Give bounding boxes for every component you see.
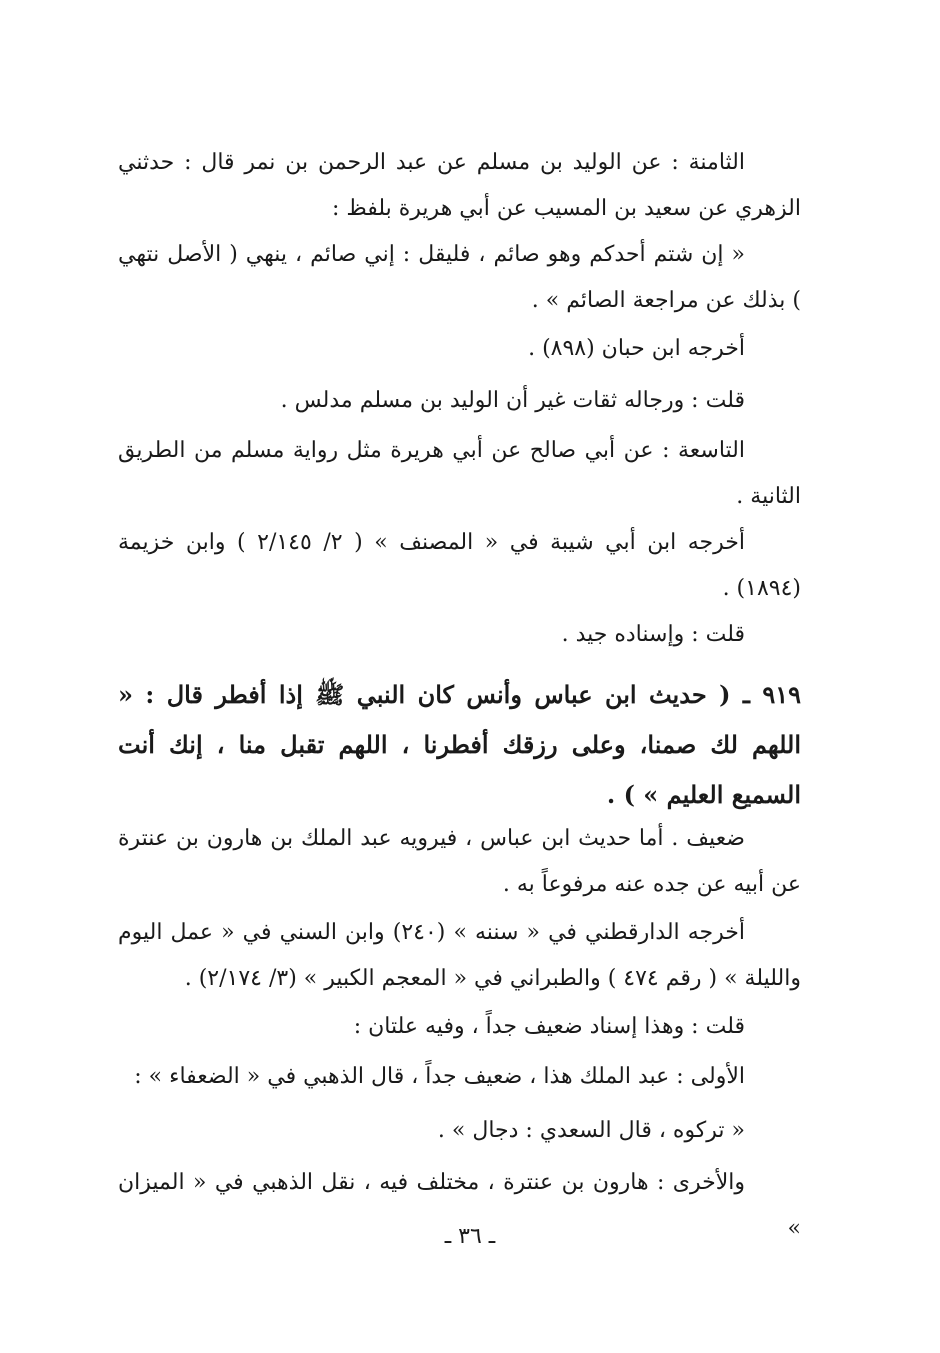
paragraph-ibn-abi-shaybah-source: أخرجه ابن أبي شيبة في « المصنف » ( ٢/ ٢/١٤٥ ) وابن خزيمة (١٨٩٤) . [118,530,801,601]
paragraph-ibn-hibban-source: أخرجه ابن حبان (٨٩٨) . [528,336,745,361]
paragraph-dhahabi-quote: « تركوه ، قال السعدي : دجال » . [437,1118,745,1143]
paragraph-weak-verdict: ضعيف . أما حديث ابن عباس ، فيرويه عبد الملك بن هارون بن عنترة عن أبيه عن جده عنه مرفوعاً به . [118,826,801,897]
paragraph-hadith-919-heading: ٩١٩ ـ ( حديث ابن عباس وأنس كان النبي ﷺ إذا أفطر قال : « اللهم لك صمنا، وعلى رزقك أفطرنا ، اللهم تقبل منا ، إنك أنت السميع العليم » ) . [118,680,801,809]
paragraph-two-defects: قلت : وهذا إسناد ضعيف جداً ، وفيه علتان : [353,1014,745,1039]
paragraph-eighth-route: الثامنة : عن الوليد بن مسلم عن عبد الرحمن بن نمر قال : حدثني الزهري عن سعيد بن المسيب عن أبي هريرة بلفظ : [118,150,801,221]
paragraph-second-defect: والأخرى : هارون بن عنترة ، مختلف فيه ، نقل الذهبي في « الميزان » [118,1170,801,1241]
paragraph-isnad-good: قلت : وإسناده جيد . [561,622,745,647]
page-number: ـ ٣٦ ـ [444,1224,496,1249]
paragraph-daraqutni-source: أخرجه الدارقطني في « سننه » (٢٤٠) وابن السني في « عمل اليوم والليلة » ( رقم ٤٧٤ ) والطبراني في « المعجم الكبير » (٣/ ٢/١٧٤) . [118,920,801,991]
paragraph-narrators-comment: قلت : ورجاله ثقات غير أن الوليد بن مسلم مدلس . [280,388,745,413]
paragraph-hadith-text-eighth: « إن شتم أحدكم وهو صائم ، فليقل : إني صائم ، ينهي ( الأصل نتهي ) بذلك عن مراجعة الصائم » . [118,242,801,313]
paragraph-ninth-route: التاسعة : عن أبي صالح عن أبي هريرة مثل رواية مسلم من الطريق الثانية . [118,438,801,509]
paragraph-first-defect: الأولى : عبد الملك هذا ، ضعيف جداً ، قال الذهبي في « الضعفاء » : [134,1064,745,1089]
